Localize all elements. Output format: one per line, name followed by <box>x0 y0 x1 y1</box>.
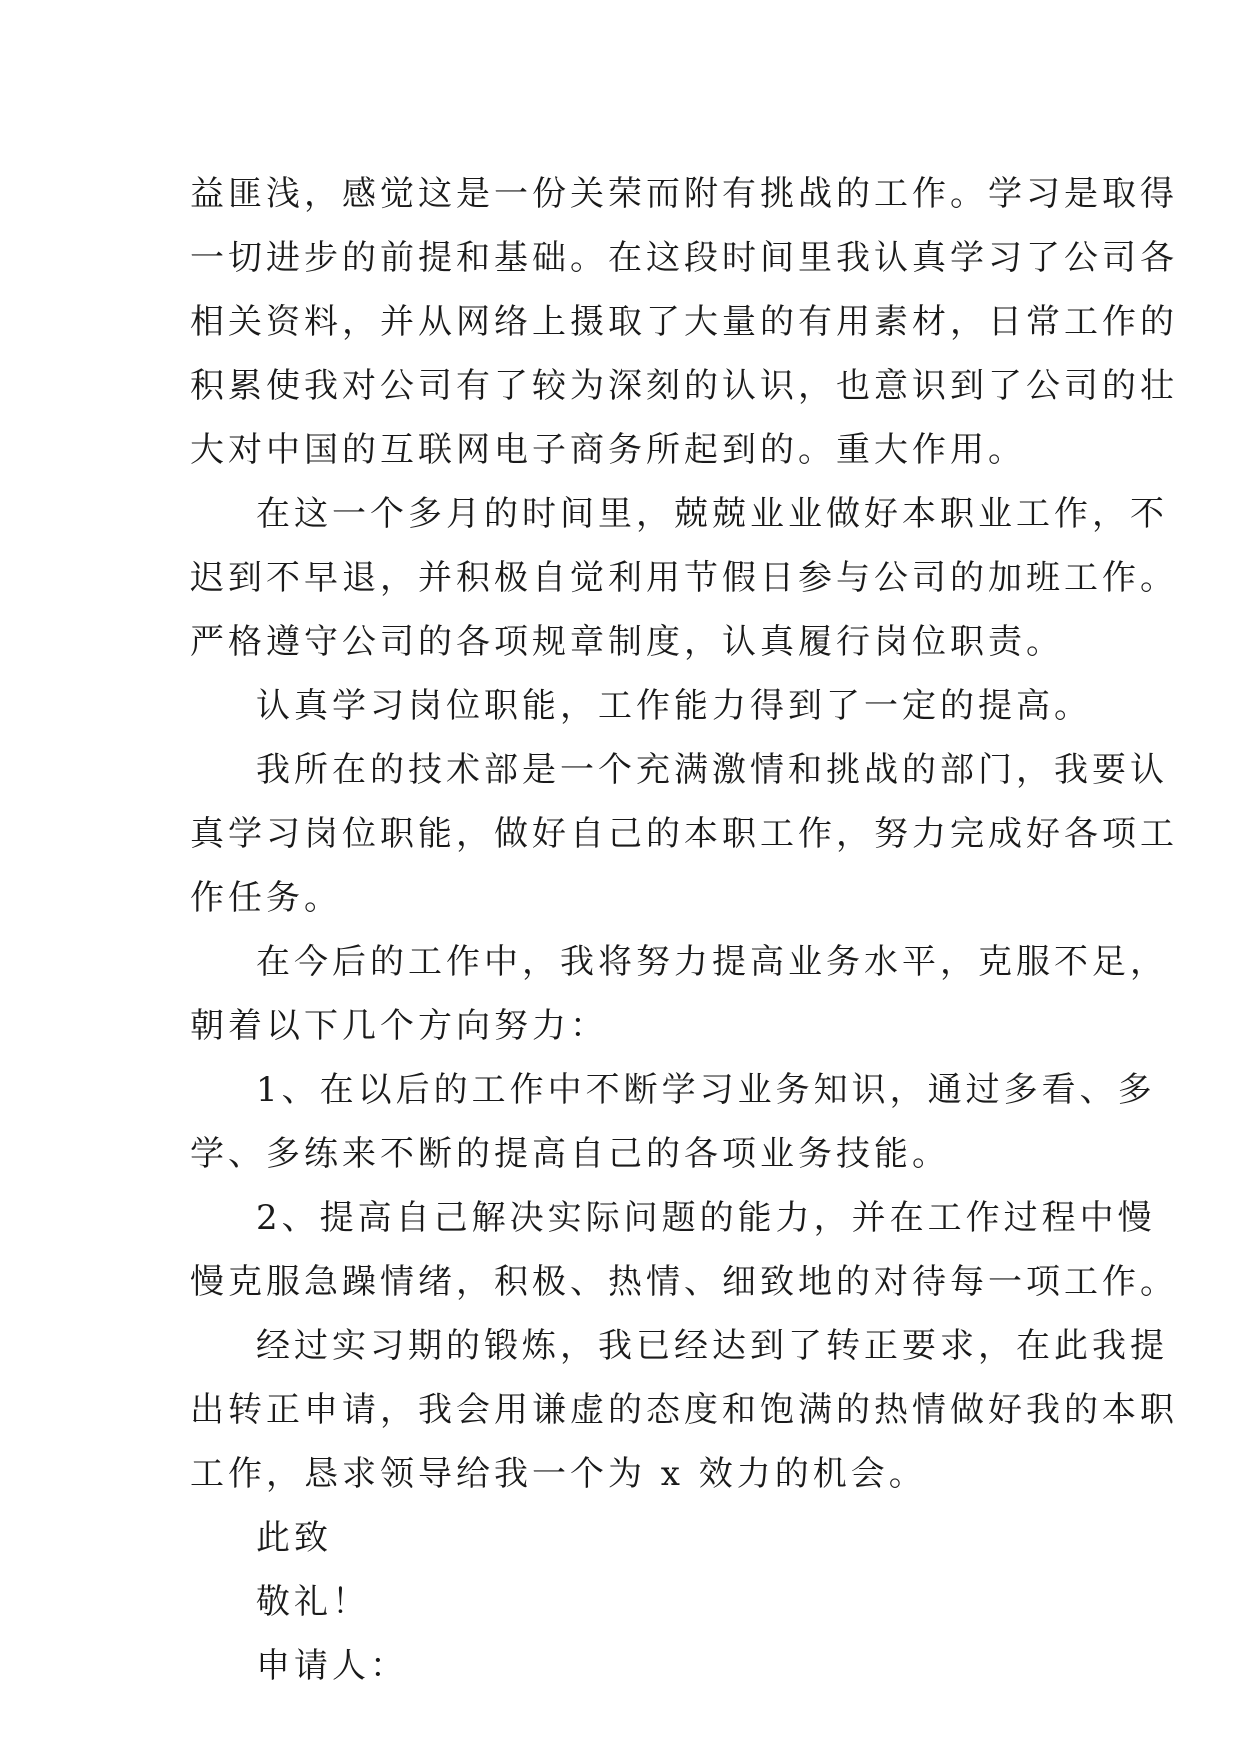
closing-salutation: 此致 <box>256 1518 332 1558</box>
text-line: 益匪浅，感觉这是一份关荣而附有挑战的工作。学习是取得 <box>190 174 1178 214</box>
paragraph-start-line: 经过实习期的锻炼，我已经达到了转正要求，在此我提 <box>256 1326 1168 1366</box>
text-line: 朝着以下几个方向努力： <box>190 1006 608 1046</box>
text-line: 积累使我对公司有了较为深刻的认识，也意识到了公司的壮 <box>190 366 1178 406</box>
text-line: 相关资料，并从网络上摄取了大量的有用素材，日常工作的 <box>190 302 1178 342</box>
text-line: 严格遵守公司的各项规章制度，认真履行岗位职责。 <box>190 622 1064 662</box>
text-line: 学、多练来不断的提高自己的各项业务技能。 <box>190 1134 950 1174</box>
text-line: 迟到不早退，并积极自觉利用节假日参与公司的加班工作。 <box>190 558 1178 598</box>
text-line: 作任务。 <box>190 878 342 918</box>
list-item-1: 1、在以后的工作中不断学习业务知识，通过多看、多 <box>256 1070 1156 1110</box>
paragraph-start-line: 认真学习岗位职能，工作能力得到了一定的提高。 <box>256 686 1092 726</box>
text-line: 出转正申请，我会用谦虚的态度和饱满的热情做好我的本职 <box>190 1390 1178 1430</box>
paragraph-start-line: 在这一个多月的时间里，兢兢业业做好本职业工作，不 <box>256 494 1168 534</box>
text-line: 慢克服急躁情绪，积极、热情、细致地的对待每一项工作。 <box>190 1262 1178 1302</box>
text-line: 工作，恳求领导给我一个为 x 效力的机会。 <box>190 1454 927 1494</box>
signature-label: 申请人： <box>256 1646 408 1686</box>
closing-regards: 敬礼！ <box>256 1582 370 1622</box>
paragraph-start-line: 我所在的技术部是一个充满激情和挑战的部门，我要认 <box>256 750 1168 790</box>
paragraph-start-line: 在今后的工作中，我将努力提高业务水平，克服不足， <box>256 942 1168 982</box>
text-line: 真学习岗位职能，做好自己的本职工作，努力完成好各项工 <box>190 814 1178 854</box>
list-item-2: 2、提高自己解决实际问题的能力，并在工作过程中慢 <box>256 1198 1156 1238</box>
text-line: 一切进步的前提和基础。在这段时间里我认真学习了公司各 <box>190 238 1178 278</box>
letter-body <box>190 162 1178 1698</box>
text-line: 大对中国的互联网电子商务所起到的。重大作用。 <box>190 430 1026 470</box>
